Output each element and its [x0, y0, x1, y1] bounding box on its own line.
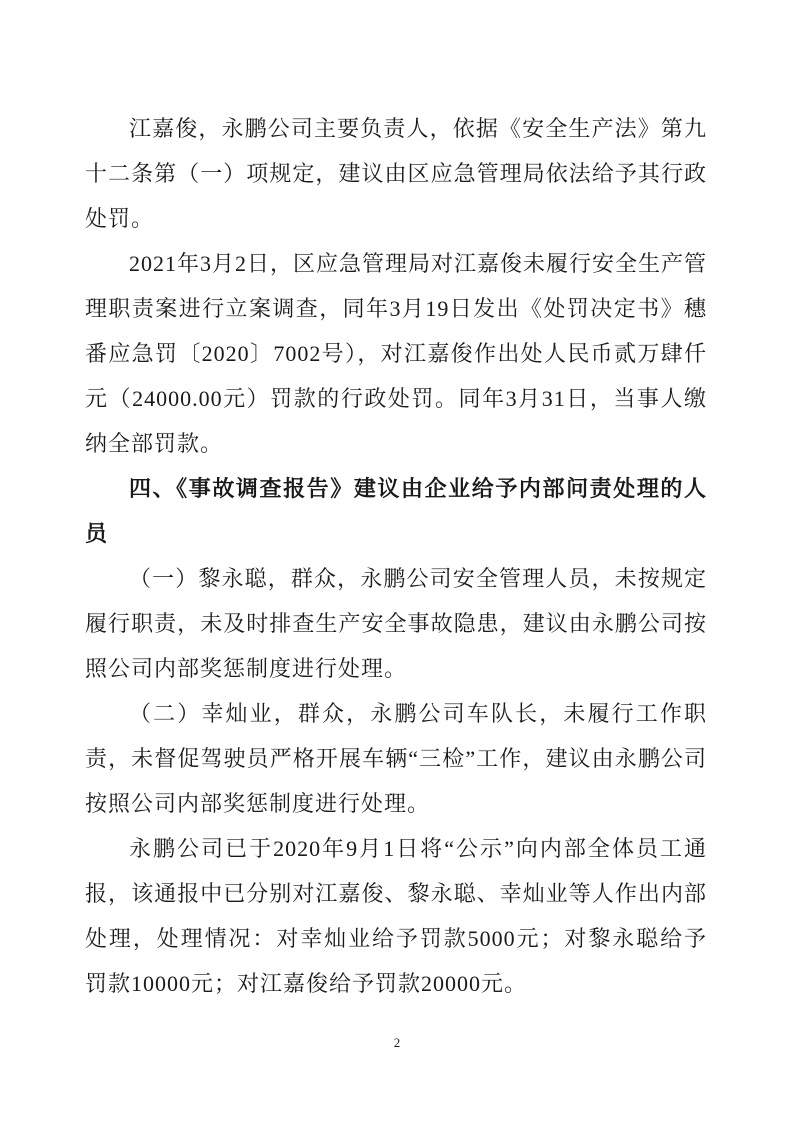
paragraph-person-li-yongcong: （一）黎永聪，群众，永鹏公司安全管理人员，未按规定履行职责，未及时排查生产安全事故隐患，建议由永鹏公司按照公司内部奖惩制度进行处理。: [85, 566, 707, 681]
paragraph-admin-penalty-recommendation: 江嘉俊，永鹏公司主要负责人，依据《安全生产法》第九十二条第（一）项规定，建议由区应急管理局依法给予其行政处罚。: [85, 116, 707, 231]
paragraph-penalty-decision-and-payment: 2021年3月2日，区应急管理局对江嘉俊未履行安全生产管理职责案进行立案调查，同年3月19日发出《处罚决定书》穗番应急罚〔2020〕7002号），对江嘉俊作出处人民币贰万肆仟元（24000.00元）罚款的行政处罚。同年3月31日，当事人缴纳全部罚款。: [85, 251, 708, 456]
paragraph-company-internal-handling: 永鹏公司已于2020年9月1日将“公示”向内部全体员工通报，该通报中已分别对江嘉俊、黎永聪、幸灿业等人作出内部处理，处理情况：对幸灿业给予罚款5000元；对黎永聪给予罚款10000元；对江嘉俊给予罚款20000元。: [85, 836, 707, 996]
paragraph-person-xing-canye: （二）幸灿业，群众，永鹏公司车队长，未履行工作职责，未督促驾驶员严格开展车辆“三检”工作，建议由永鹏公司按照公司内部奖惩制度进行处理。: [85, 701, 707, 816]
document-body: [85, 106, 707, 1006]
page-number: 2: [393, 1035, 401, 1050]
section-heading-internal-accountability: 四、《事故调查报告》建议由企业给予内部问责处理的人员: [85, 476, 707, 546]
